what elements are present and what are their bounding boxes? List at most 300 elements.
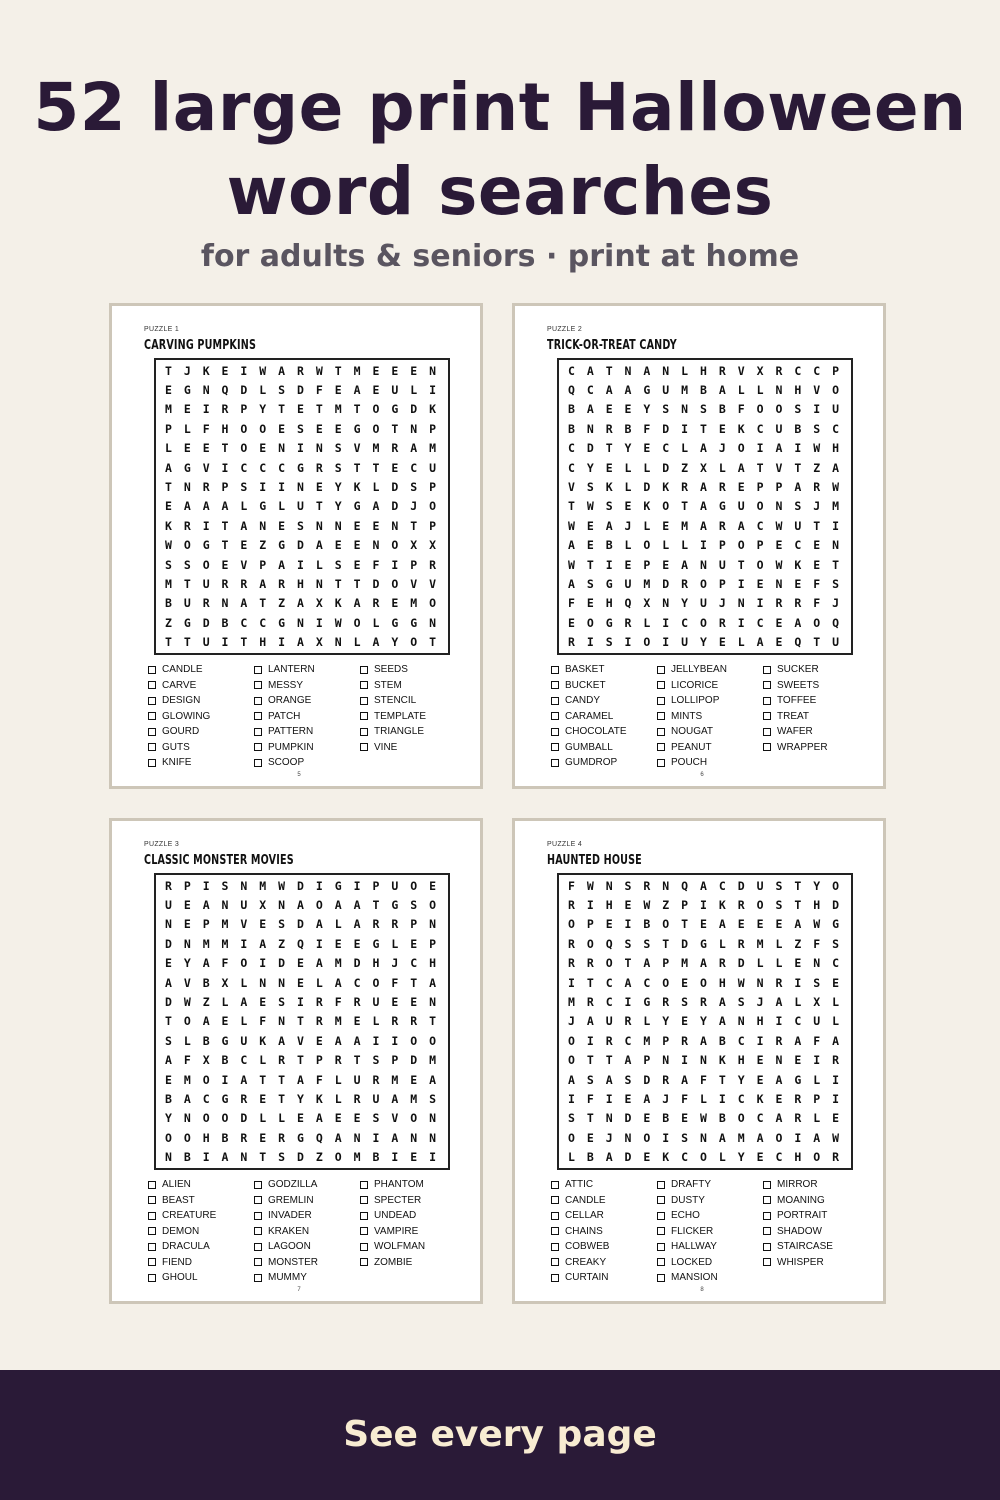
checkbox-icon[interactable] [148, 697, 156, 705]
grid-letter: T [164, 363, 172, 378]
grid-letter: P [643, 1053, 651, 1068]
checkbox-icon[interactable] [551, 1212, 559, 1220]
checkbox-icon[interactable] [551, 1196, 559, 1204]
checkbox-icon[interactable] [657, 1196, 665, 1204]
word-item [148, 1177, 254, 1193]
checkbox-icon[interactable] [763, 681, 771, 689]
grid-letter: L [775, 956, 783, 971]
grid-letter: S [813, 421, 821, 436]
checkbox-icon[interactable] [657, 712, 665, 720]
headline-line-2: word searches [226, 153, 774, 230]
checkbox-icon[interactable] [360, 666, 368, 674]
checkbox-icon[interactable] [763, 1227, 771, 1235]
grid-letter: T [832, 557, 840, 572]
grid-letter: F [567, 878, 575, 893]
checkbox-icon[interactable] [657, 728, 665, 736]
checkbox-icon[interactable] [551, 1227, 559, 1235]
grid-letter: R [183, 518, 191, 533]
checkbox-icon[interactable] [360, 1212, 368, 1220]
grid-letter: H [605, 898, 613, 913]
checkbox-icon[interactable] [551, 728, 559, 736]
word-label: STENCIL [374, 695, 417, 707]
grid-letter: T [297, 1014, 304, 1029]
checkbox-icon[interactable] [551, 1258, 559, 1266]
grid-letter: L [832, 1014, 840, 1029]
grid-letter: R [605, 421, 613, 436]
grid-letter: P [315, 1053, 323, 1068]
checkbox-icon[interactable] [148, 743, 156, 751]
grid-letter: R [681, 1033, 689, 1048]
checkbox-icon[interactable] [148, 1258, 156, 1266]
grid-letter: R [240, 1130, 248, 1145]
word-label: CREATURE [162, 1210, 217, 1222]
grid-letter: E [353, 518, 361, 533]
grid-letter: R [202, 480, 210, 495]
grid-letter: T [410, 518, 418, 533]
grid-letter: D [372, 577, 380, 592]
word-label: KRAKEN [268, 1225, 310, 1237]
grid-letter: L [334, 1092, 342, 1107]
checkbox-icon[interactable] [657, 1243, 665, 1251]
grid-letter: Z [794, 936, 802, 951]
grid-letter: I [221, 635, 229, 650]
grid-letter: R [832, 1053, 840, 1068]
grid-letter: B [372, 1150, 380, 1165]
grid-letter: Y [643, 402, 651, 417]
grid-letter: S [832, 936, 840, 951]
grid-letter: L [240, 1014, 248, 1029]
grid-letter: M [756, 936, 764, 951]
grid-letter: E [353, 557, 361, 572]
grid-letter: E [737, 917, 745, 932]
grid-letter: D [643, 1072, 651, 1087]
grid-letter: N [164, 1150, 172, 1165]
checkbox-icon[interactable] [763, 1212, 771, 1220]
grid-letter: T [605, 1053, 613, 1068]
word-label: INVADER [268, 1210, 312, 1222]
grid-letter: P [718, 577, 726, 592]
grid-letter: I [240, 936, 248, 951]
grid-letter: E [624, 1092, 632, 1107]
grid-letter: P [429, 518, 437, 533]
see-every-page-link[interactable]: See every page [343, 1414, 657, 1455]
grid-letter: Y [586, 460, 594, 475]
grid-letter: J [813, 499, 821, 514]
checkbox-icon[interactable] [360, 743, 368, 751]
grid-letter: A [240, 1072, 248, 1087]
grid-letter: D [643, 480, 651, 495]
grid-letter: V [297, 1033, 304, 1048]
grid-letter: L [372, 615, 380, 630]
checkbox-icon[interactable] [657, 1227, 665, 1235]
checkbox-icon[interactable] [360, 697, 368, 705]
grid-letter: A [718, 1130, 726, 1145]
grid-letter: P [164, 421, 172, 436]
grid-letter: C [240, 460, 248, 475]
grid-letter: C [410, 956, 418, 971]
word-label: LOLLIPOP [671, 695, 720, 707]
checkbox-icon[interactable] [763, 666, 771, 674]
grid-letter: X [429, 538, 437, 553]
grid-letter: A [297, 596, 304, 611]
grid-letter: M [334, 402, 342, 417]
checkbox-icon[interactable] [148, 759, 156, 767]
grid-letter: L [718, 460, 726, 475]
word-list [148, 662, 468, 771]
grid-letter: N [240, 1150, 248, 1165]
word-label: GUTS [162, 741, 190, 753]
checkbox-icon[interactable] [254, 697, 262, 705]
grid-letter: G [221, 1033, 229, 1048]
grid-letter: A [391, 1130, 399, 1145]
grid-letter: O [567, 1130, 575, 1145]
grid-letter: I [391, 557, 399, 572]
grid-letter: I [259, 480, 267, 495]
word-item [551, 1239, 657, 1255]
grid-letter: O [240, 956, 248, 971]
puzzle-title: CLASSIC MONSTER MOVIES [144, 853, 294, 868]
grid-letter: G [391, 615, 399, 630]
grid-letter: H [297, 577, 304, 592]
grid-letter: I [315, 615, 323, 630]
grid-letter: E [813, 557, 821, 572]
grid-letter: S [681, 1130, 689, 1145]
grid-letter: A [756, 635, 764, 650]
grid-letter: I [278, 480, 286, 495]
grid-letter: M [681, 956, 689, 971]
checkbox-icon[interactable] [254, 1274, 262, 1282]
grid-letter: C [756, 1111, 764, 1126]
grid-letter: N [737, 1014, 745, 1029]
checkbox-icon[interactable] [148, 1227, 156, 1235]
word-label: TREAT [777, 710, 810, 722]
word-item [763, 693, 869, 709]
checkbox-icon[interactable] [551, 681, 559, 689]
word-label: WOLFMAN [374, 1241, 426, 1253]
checkbox-icon[interactable] [657, 697, 665, 705]
grid-letter: X [410, 538, 418, 553]
grid-letter: O [756, 557, 764, 572]
grid-letter: C [775, 1150, 783, 1165]
checkbox-icon[interactable] [254, 728, 262, 736]
word-item [551, 662, 657, 678]
grid-letter: E [183, 898, 191, 913]
checkbox-icon[interactable] [657, 1258, 665, 1266]
grid-letter: T [586, 1053, 594, 1068]
grid-letter: E [410, 363, 418, 378]
word-item [763, 678, 869, 694]
grid-letter: C [278, 460, 286, 475]
grid-letter: N [700, 557, 707, 572]
checkbox-icon[interactable] [551, 712, 559, 720]
grid-letter: U [372, 995, 380, 1010]
grid-letter: U [832, 402, 840, 417]
checkbox-icon[interactable] [254, 712, 262, 720]
grid-letter: Z [259, 538, 267, 553]
grid-letter: A [700, 518, 707, 533]
checkbox-icon[interactable] [763, 1181, 771, 1189]
checkbox-icon[interactable] [148, 1243, 156, 1251]
grid-letter: A [259, 577, 267, 592]
grid-letter: O [315, 898, 323, 913]
grid-letter: R [240, 1092, 248, 1107]
grid-letter: I [202, 402, 210, 417]
grid-letter: E [391, 995, 399, 1010]
checkbox-icon[interactable] [657, 1274, 665, 1282]
grid-letter: S [775, 898, 783, 913]
grid-letter: O [259, 421, 267, 436]
grid-letter: N [334, 635, 342, 650]
grid-letter: L [259, 1111, 267, 1126]
grid-letter: E [586, 518, 594, 533]
grid-letter: N [775, 1053, 783, 1068]
grid-letter: I [813, 1053, 821, 1068]
grid-letter: I [202, 1150, 210, 1165]
word-column [551, 662, 657, 771]
grid-letter: G [202, 538, 210, 553]
grid-letter: L [832, 995, 840, 1010]
checkbox-icon[interactable] [360, 1196, 368, 1204]
checkbox-icon[interactable] [657, 666, 665, 674]
grid-letter: H [718, 975, 726, 990]
checkbox-icon[interactable] [360, 1258, 368, 1266]
word-item [551, 1255, 657, 1271]
grid-letter: A [832, 460, 840, 475]
checkbox-icon[interactable] [254, 1227, 262, 1235]
grid-letter: U [391, 383, 399, 398]
word-label: PATTERN [268, 726, 314, 738]
checkbox-icon[interactable] [551, 743, 559, 751]
word-item [763, 1255, 869, 1271]
grid-letter: D [832, 898, 840, 913]
grid-letter: T [429, 1014, 437, 1029]
grid-letter: E [410, 995, 418, 1010]
checkbox-icon[interactable] [148, 666, 156, 674]
word-label: CHOCOLATE [565, 726, 627, 738]
grid-letter: L [315, 557, 323, 572]
checkbox-icon[interactable] [763, 728, 771, 736]
grid-letter: E [813, 538, 821, 553]
grid-letter: R [372, 596, 380, 611]
grid-letter: C [259, 615, 267, 630]
checkbox-icon[interactable] [360, 1243, 368, 1251]
grid-letter: A [278, 363, 286, 378]
grid-letter: Z [278, 596, 286, 611]
word-item [551, 755, 657, 771]
checkbox-icon[interactable] [254, 1258, 262, 1266]
grid-letter: A [372, 499, 380, 514]
puzzle-page-3 [109, 818, 483, 1304]
grid-letter: A [183, 499, 191, 514]
checkbox-icon[interactable] [148, 1181, 156, 1189]
checkbox-icon[interactable] [360, 1227, 368, 1235]
checkbox-icon[interactable] [360, 681, 368, 689]
checkbox-icon[interactable] [360, 712, 368, 720]
grid-letter: A [718, 1014, 726, 1029]
grid-letter: A [164, 975, 172, 990]
checkbox-icon[interactable] [657, 1212, 665, 1220]
grid-letter: O [832, 878, 840, 893]
checkbox-icon[interactable] [254, 1212, 262, 1220]
checkbox-icon[interactable] [657, 681, 665, 689]
grid-letter: E [278, 421, 286, 436]
checkbox-icon[interactable] [254, 1243, 262, 1251]
grid-letter: E [681, 1014, 689, 1029]
grid-letter: I [662, 1130, 670, 1145]
checkbox-icon[interactable] [551, 759, 559, 767]
grid-letter: X [315, 635, 323, 650]
grid-letter: L [737, 635, 745, 650]
grid-letter: D [624, 1150, 632, 1165]
grid-letter: W [775, 557, 783, 572]
checkbox-icon[interactable] [254, 1181, 262, 1189]
word-label: LANTERN [268, 664, 315, 676]
checkbox-icon[interactable] [148, 712, 156, 720]
grid-letter: E [756, 1150, 764, 1165]
grid-letter: E [643, 441, 651, 456]
checkbox-icon[interactable] [551, 1243, 559, 1251]
grid-letter: A [183, 1092, 191, 1107]
grid-letter: A [353, 917, 361, 932]
checkbox-icon[interactable] [254, 666, 262, 674]
grid-letter: T [334, 363, 342, 378]
checkbox-icon[interactable] [551, 666, 559, 674]
grid-letter: M [221, 917, 229, 932]
grid-letter: R [391, 917, 399, 932]
grid-letter: R [567, 956, 575, 971]
checkbox-icon[interactable] [360, 1181, 368, 1189]
checkbox-icon[interactable] [657, 1181, 665, 1189]
checkbox-icon[interactable] [360, 728, 368, 736]
checkbox-icon[interactable] [254, 743, 262, 751]
grid-letter: E [586, 1130, 594, 1145]
grid-letter: A [718, 917, 726, 932]
grid-letter: R [278, 1053, 286, 1068]
checkbox-icon[interactable] [551, 1181, 559, 1189]
grid-letter: O [372, 421, 380, 436]
word-column [551, 1177, 657, 1286]
grid-letter: T [605, 363, 613, 378]
grid-letter: E [372, 363, 380, 378]
grid-letter: U [372, 1092, 380, 1107]
grid-letter: N [391, 518, 399, 533]
grid-letter: I [297, 441, 304, 456]
word-item [360, 678, 466, 694]
checkbox-icon[interactable] [254, 1196, 262, 1204]
grid-letter: L [681, 441, 689, 456]
grid-letter: B [605, 538, 613, 553]
checkbox-icon[interactable] [148, 728, 156, 736]
grid-letter: P [662, 1033, 670, 1048]
grid-letter: I [624, 995, 632, 1010]
checkbox-icon[interactable] [254, 759, 262, 767]
grid-letter: J [391, 956, 399, 971]
grid-letter: A [221, 499, 229, 514]
checkbox-icon[interactable] [148, 1196, 156, 1204]
checkbox-icon[interactable] [254, 681, 262, 689]
checkbox-icon[interactable] [763, 1243, 771, 1251]
grid-letter: M [410, 1092, 418, 1107]
grid-letter: T [259, 596, 267, 611]
checkbox-icon[interactable] [763, 1196, 771, 1204]
grid-letter: H [605, 596, 613, 611]
checkbox-icon[interactable] [148, 1212, 156, 1220]
grid-letter: L [278, 1111, 286, 1126]
word-item [551, 678, 657, 694]
grid-letter: T [259, 1072, 267, 1087]
grid-letter: I [429, 383, 437, 398]
grid-letter: A [240, 518, 248, 533]
grid-letter: E [775, 615, 783, 630]
grid-letter: O [429, 499, 437, 514]
grid-letter: Y [700, 1014, 707, 1029]
word-label: WHISPER [777, 1256, 824, 1268]
grid-letter: G [832, 917, 840, 932]
grid-letter: L [259, 1053, 267, 1068]
grid-letter: I [240, 363, 248, 378]
checkbox-icon[interactable] [148, 1274, 156, 1282]
grid-letter: I [221, 460, 229, 475]
footer-banner[interactable] [0, 1370, 1000, 1500]
grid-letter: W [259, 363, 267, 378]
grid-letter: U [297, 499, 304, 514]
grid-letter: S [832, 577, 840, 592]
checkbox-icon[interactable] [763, 743, 771, 751]
grid-letter: I [315, 878, 323, 893]
grid-letter: L [183, 421, 191, 436]
grid-letter: M [259, 878, 267, 893]
grid-letter: O [429, 898, 437, 913]
word-item [148, 693, 254, 709]
grid-letter: R [681, 577, 689, 592]
grid-letter: C [259, 460, 267, 475]
grid-letter: L [624, 480, 632, 495]
grid-letter: S [297, 518, 304, 533]
checkbox-icon[interactable] [763, 1258, 771, 1266]
checkbox-icon[interactable] [551, 697, 559, 705]
checkbox-icon[interactable] [763, 712, 771, 720]
word-label: MIRROR [777, 1179, 818, 1191]
grid-letter: R [737, 898, 745, 913]
grid-letter: T [353, 1053, 361, 1068]
grid-letter: T [372, 898, 380, 913]
grid-letter: L [794, 995, 802, 1010]
checkbox-icon[interactable] [763, 697, 771, 705]
grid-letter: C [794, 363, 802, 378]
grid-letter: A [372, 635, 380, 650]
word-item [148, 755, 254, 771]
grid-letter: T [794, 878, 802, 893]
checkbox-icon[interactable] [551, 1274, 559, 1282]
grid-letter: S [334, 441, 342, 456]
grid-letter: D [681, 936, 689, 951]
grid-letter: W [775, 518, 783, 533]
grid-letter: N [700, 1053, 707, 1068]
word-label: STAIRCASE [777, 1241, 833, 1253]
grid-letter: U [662, 383, 670, 398]
grid-letter: D [662, 460, 670, 475]
grid-letter: A [586, 363, 594, 378]
checkbox-icon[interactable] [148, 681, 156, 689]
checkbox-icon[interactable] [657, 743, 665, 751]
grid-letter: L [240, 975, 248, 990]
grid-letter: S [183, 557, 191, 572]
grid-letter: T [164, 1014, 172, 1029]
grid-letter: N [429, 1130, 437, 1145]
grid-letter: M [410, 596, 418, 611]
checkbox-icon[interactable] [657, 759, 665, 767]
grid-letter: E [315, 1033, 323, 1048]
